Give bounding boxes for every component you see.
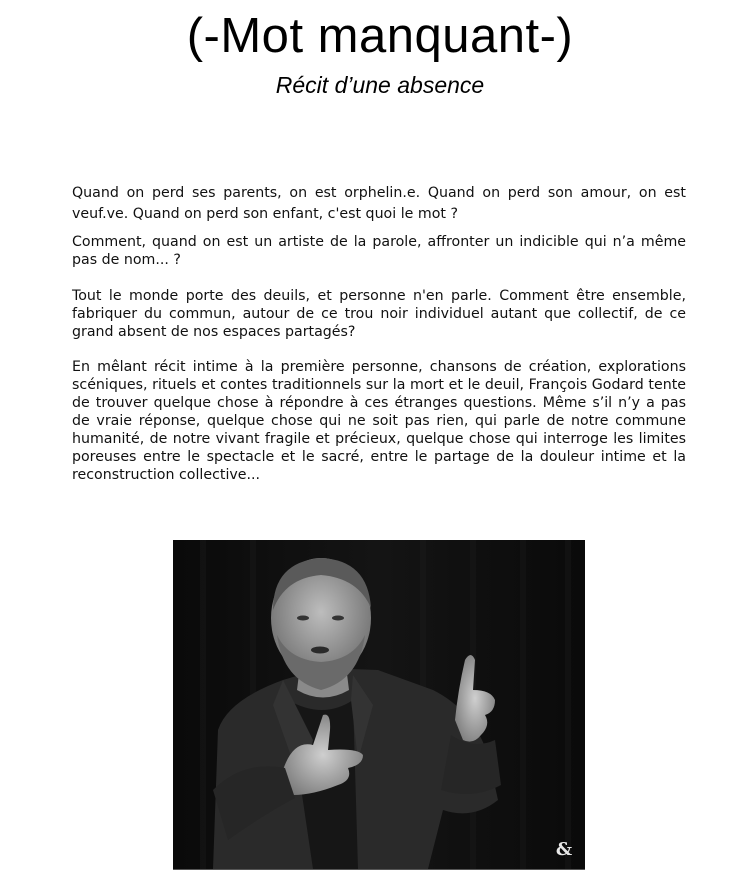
paragraph-question: Comment, quand on est un artiste de la parole, affronter un indicible qui n’a même pas de nom... ? [72, 234, 686, 268]
ampersand-logo-icon: & [555, 839, 573, 860]
page-title: (-Mot manquant-) [186, 9, 574, 63]
paragraph-mourning: Tout le monde porte des deuils, et personne n'en parle. Comment être ensemble, fabriquer du commun, autour de ce trou noir individuel autant que collectif, de ce grand absent de nos espaces partagés? [72, 288, 686, 340]
paragraph-intro: Quand on perd ses parents, on est orphelin.e. Quand on perd son amour, on est veuf.ve. Quand on perd son enfant, c'est quoi le mot ? [72, 185, 686, 222]
page-subtitle: Récit d’une absence [275, 72, 485, 98]
performer-illustration [173, 540, 585, 869]
paragraph-description: En mêlant récit intime à la première personne, chansons de création, explorations scéniques, rituels et contes traditionnels sur la mort et le deuil, François Godard tente de trouver quelque chose à répondre à ces étranges questions. Même s’il n’y a pas de vraie réponse, quelque chose qui ne soit pas rien, qui parle de notre commune humanité, de notre vivant fragile et précieux, quelque chose qui interroge les limites poreuses entre le spectacle et le sacré, entre le partage de la douleur intime et la reconstruction collective... [72, 359, 686, 483]
performer-photo [173, 540, 585, 870]
